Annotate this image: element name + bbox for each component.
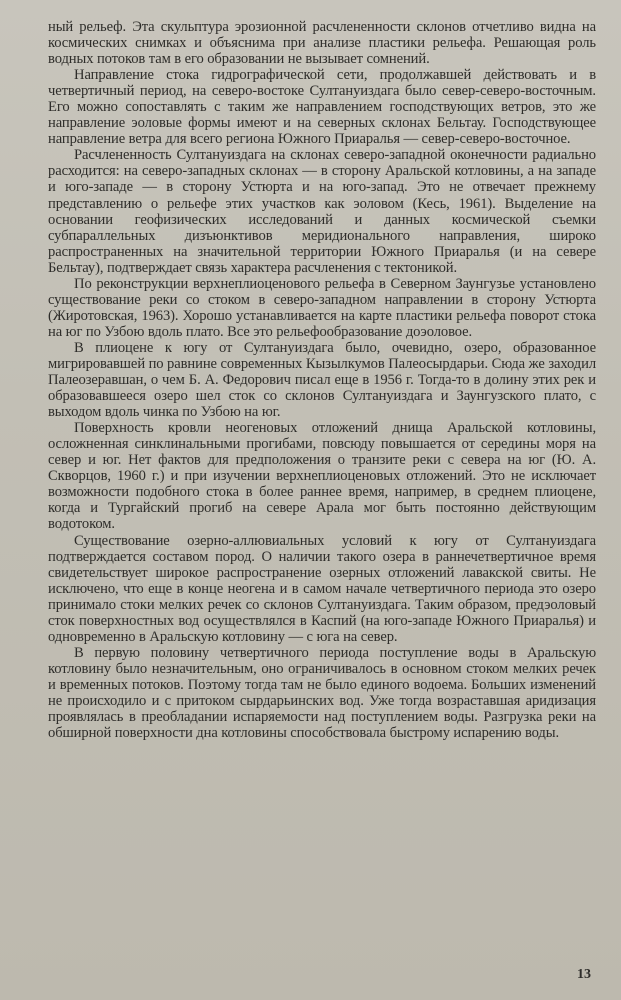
paragraph-5: В плиоцене к югу от Султануиздага было, очевидно, озеро, образованное мигрировавшей по равнине современных Кызылкумов Палеосырдарьи. Сюда же заходил Палеозеравшан, о чем Б. А. Федорович писал еще в 1956 г. Тогда-то в долину этих рек и образовавшееся озеро шел сток со склонов Султануиздага и Заунгузского плато, с выходом вдоль чинка по Узбою на юг. xyxy=(48,339,596,421)
paragraph-4: По реконструкции верхнеплиоценового рельефа в Северном Заунгузье установлено существование реки со стоком в северо-западном направлении в сторону Устюрта (Жиротовская, 1963). Хорошо устанавливается на карте пластики рельефа поворот стока на юг по Узбою вдоль плато. Все это рельефообразование доэоловое. xyxy=(48,275,596,340)
paragraph-2: Направление стока гидрографической сети, продолжавшей действовать и в четвертичный период, на северо-востоке Султануиздага было север-северо-восточным. Его можно сопоставлять с таким же направлением господствующих ветров, это же направление эоловые формы имеют и на северных склонах Бельтау. Господствующее направление ветра для всего региона Южного Приаралья — север-северо-восточное. xyxy=(48,67,596,148)
paragraph-3: Расчлененность Султануиздага на склонах северо-западной оконечности радиально расходится: на северо-западных склонах — в сторону Аральской котловины, а на западе и юго-западе — в сторону Устюрта и на юго-запад. Это не отвечает прежнему представлению о рельефе этих участков как эоловом (Кесь, 1961). Выделение на основании геофизических исследований и данных космической съемки субпараллельных дизъюнктивов меридионального направления, широко распространенных на значительной территории Южного Приаралья (и на севере Бельтау), подтверждает связь характера расчленения с тектоникой. xyxy=(48,147,596,276)
paragraph-7: Существование озерно-аллювиальных условий к югу от Султануиздага подтверждается составом пород. О наличии такого озера в раннечетвертичное время свидетельствует широкое распространение озерных отложений лавакской свиты. Не исключено, что еще в конце неогена и в самом начале четвертичного периода это озеро принимало стоки мелких речек со склонов Султануиздага. Таким образом, предэоловый сток поверхностных вод осуществлялся в Каспий (на юго-западе Южного Приаралья) и одновременно в Аральскую котловину — с юга на север. xyxy=(48,532,596,645)
body-text xyxy=(48,19,596,741)
paragraph-6: Поверхность кровли неогеновых отложений днища Аральской котловины, осложненная синклинальными прогибами, повсюду повышается от середины моря на север и юг. Нет фактов для предположения о транзите реки с севера на юг (Ю. А. Скворцов, 1960 г.) и при изучении верхнеплиоценовых отложений. Это не исключает возможности подобного стока в более раннее время, например, в среднем плиоцене, когда и Тургайский прогиб на севере Арала мог быть постоянно действующим водотоком. xyxy=(48,420,596,533)
page-number: 13 xyxy=(577,967,591,982)
paragraph-1: ный рельеф. Эта скульптура эрозионной расчлененности склонов отчетливо видна на космических снимках и объяснима при анализе пластики рельефа. Решающая роль водных потоков там в его образовании не вызывает сомнений. xyxy=(48,19,596,68)
paragraph-8: В первую половину четвертичного периода поступление воды в Аральскую котловину было незначительным, оно ограничивалось в основном стоком мелких речек и временных потоков. Поэтому тогда там не было единого водоема. Больших изменений не происходило и с притоком сырдарьинских вод. Уже тогда возраставшая аридизация проявлялась в преобладании испаряемости над поступлением воды. Разгрузка реки на обширной поверхности дна котловины способствовала быстрому испарению воды. xyxy=(48,644,596,742)
